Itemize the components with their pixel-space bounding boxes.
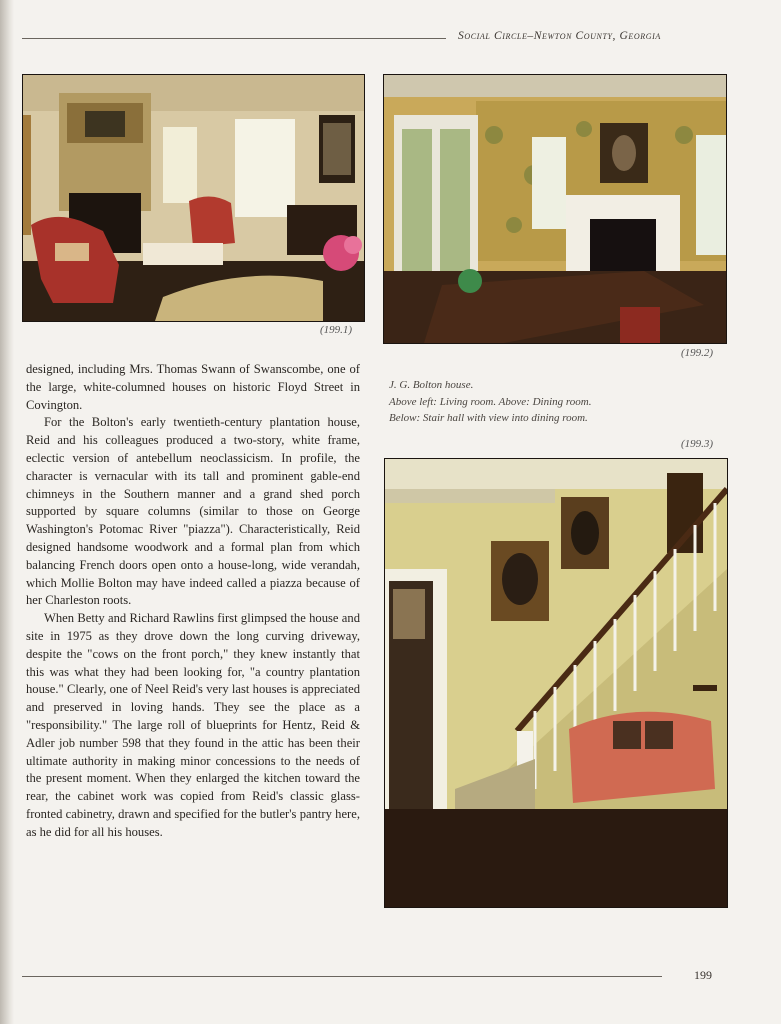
- body-paragraph: designed, including Mrs. Thomas Swann of Swanscombe, one of the large, white-columned houses on historic Floyd Street in Covington.: [26, 362, 360, 412]
- photo-label-199-3: (199.3): [681, 438, 714, 450]
- body-paragraph: When Betty and Richard Rawlins first glimpsed the house and site in 1975 as they drove down the long curving driveway, despite the "cows on the front porch," they knew instantly that this was what they had been looking for, "a country plantation house." Clearly, one of Neel Reid's very last houses is appreciated and preserved in loving hands. They see the place as a "responsibility." The large roll of blueprints for Hentz, Reid & Adler job number 598 that they found in the attic has been their ultimate authority in making minor concessions to the needs of the present moment. When they enlarged the kitchen toward the rear, the cabinet work was copied from Reid's classic glass-fronted cabinetry, drawn and specified for the butler's pantry here, as he did for all his houses.: [26, 611, 360, 839]
- photo-dining-room: [383, 74, 727, 344]
- book-spine-shadow: [0, 0, 14, 1024]
- caption-line-above: Above left: Living room. Above: Dining room.: [389, 395, 592, 408]
- body-paragraph: For the Bolton's early twentieth-century plantation house, Reid and his colleagues produced a two-story, white frame, eclectic version of antebellum neoclassicism. In profile, the character is vernacular with its tall and prominent gable-end chimneys in the Southern manner and a grand shed porch supported by square columns (similar to those on George Washington's Potomac River "piazza"). Characteristically, Reid designed handsome woodwork and a formal plan from which balancing French doors open onto a house-long, wide verandah, which Mollie Bolton may have indeed called a piazza because of her Charleston roots.: [26, 415, 360, 608]
- photo-label-199-2: (199.2): [681, 347, 714, 359]
- caption-line-house: J. G. Bolton house.: [389, 379, 474, 391]
- photo-stair-hall: [384, 458, 728, 908]
- page-number: 199: [694, 968, 712, 982]
- running-head: Social Circle–Newton County, Georgia: [458, 30, 661, 42]
- body-text: [26, 361, 360, 842]
- photo-caption: [389, 377, 709, 427]
- header-rule: [22, 38, 446, 39]
- photo-living-room: [22, 74, 365, 322]
- photo-label-199-1: (199.1): [320, 324, 353, 336]
- footer-rule: [22, 976, 662, 977]
- caption-line-below: Below: Stair hall with view into dining room.: [389, 412, 588, 424]
